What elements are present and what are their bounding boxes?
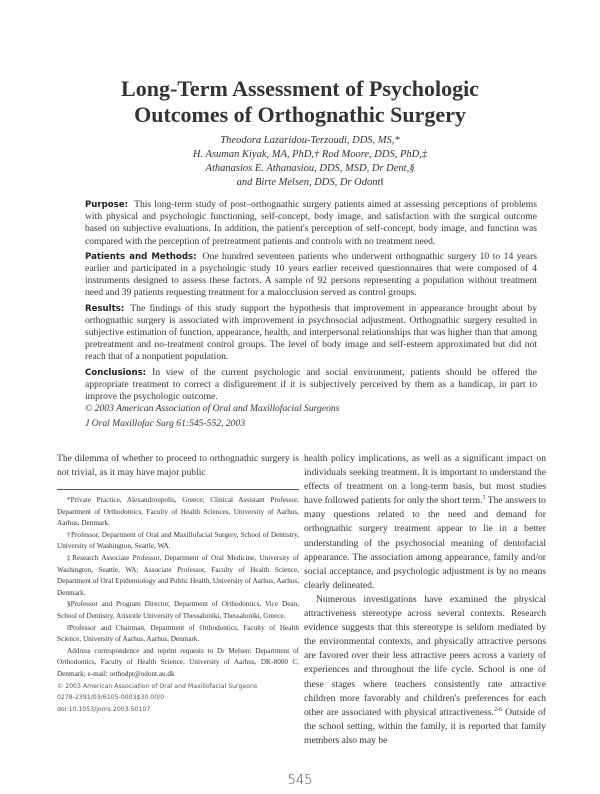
abstract-copyright: © 2003 American Association of Oral and Maxillofacial Surgeons (85, 403, 340, 415)
abstract-conclusions (85, 367, 537, 404)
issn-code: 0278-2391/03/6105-0003$30.00/0 (57, 694, 165, 702)
footnotes (57, 495, 299, 715)
section-text: The findings of this study support the hypothesis that improvement in appearance brought about by orthognathic surgery is associated with improvement in psychosocial adjustment. Orthognathic surgery resulted in subjective estimation of function, appearance, health, and interpersonal relationships that was higher than that among pretreatment and no-treatment control groups. The level of body image and self-esteem approximated but did not reach that of a nonpatient population. (85, 302, 537, 363)
article-title (40, 76, 560, 128)
title-line: Outcomes of Orthognathic Surgery (134, 102, 466, 127)
body-text: health policy implications, as well as a significant impact on individuals seeking treatment. It is important to understand the effects of treatment on a long-term basis, but most studies have followed patients for only the short term. (304, 453, 546, 507)
section-label: Purpose: (85, 200, 129, 210)
section-label: Patients and Methods: (85, 251, 197, 262)
page-number: 545 (287, 773, 313, 788)
section-text: One hundred seventeen patients who underwent orthognathic surgery 10 to 14 years earlier and participated in a psychologic study 10 years earlier received questionnaires that were composed of 4 instruments designed to assess these factors. A sample of 92 persons representing a population without treatment need and 39 patients requesting treatment for a malocclusion served as control groups. (85, 250, 537, 299)
journal-citation: J Oral Maxillofac Surg 61:545-552, 2003 (85, 418, 246, 430)
author-line: Athanasios E. Athanasiou, DDS, MSD, Dr Dent,§ (205, 163, 415, 174)
abstract (85, 199, 537, 434)
body-text: Numerous investigations have examined the physical attractiveness stereotype across several contexts. Research evidence suggests that this stereotype is seldom mediated by the environmental contexts, and physically attractive persons are favored over their less attractive peers across a variety of experiences and throughout the life cycle. School is one of these stages where teachers consistently rate attractive children more favorably and children's preferences for each other are associated with physical attractiveness. (304, 593, 546, 718)
footnote: †Professor, Department of Oral and Maxillofacial Surgery, School of Dentistry, University of Washington, Seattle, WA. (57, 530, 299, 551)
author-line: H. Asuman Kiyak, MA, PhD,† Rod Moore, DDS, PhD,‡ (192, 149, 428, 160)
title-line: Long-Term Assessment of Psychologic (121, 76, 479, 101)
left-column (57, 452, 299, 480)
abstract-methods (85, 251, 537, 300)
abstract-purpose (85, 199, 537, 248)
body-paragraph (304, 452, 546, 593)
footnote: ‖Professor and Chairman, Department of Orthodontics, Faculty of Health Science, University of Aarhus, Aarhus, Denmark. (57, 623, 299, 644)
doi: doi:10.1053/joms.2003.50107 (57, 705, 151, 713)
footer-copyright: © 2003 American Association of Oral and Maxillofacial Surgeons (57, 682, 258, 690)
reference-marker[interactable]: 2-6 (493, 706, 502, 713)
section-text: This long-term study of post–orthognathic surgery patients aimed at assessing perceptions of problems with physical and psychologic functioning, self-concept, body image, and satisfaction with the surgical outcome based on subjective evaluations. In addition, the patient's perception of self-concept, body image, and function was compared with the perception of pretreatment patients and controls with no treatment need. (85, 199, 537, 247)
section-text: In view of the current psychologic and social environment, patients should be offered the appropriate treatment to correct a disfigurement if it is subjectively perceived by them as a handicap, in part to improve the psychologic outcome. (85, 366, 537, 403)
section-label: Results: (85, 303, 125, 314)
author-list (100, 134, 520, 190)
correspondence-note: Address correspondence and reprint requests to Dr Melsen: Department of Orthodontics, Faculty of Health Science, University of Aarhus, DK-8000 C, Denmark; e-mail: orthodpt@odont.au.dk (57, 646, 299, 678)
footnote: ‡Research Associate Professor, Department of Oral Medicine, University of Washington, Seattle, WA; Associate Professor, Faculty of Health Science, Department of Oral Epidemiology and Public Health, University of Aarhus, Aarhus, Denmark. (57, 553, 299, 597)
footnote: *Private Practice, Alexandroupolis, Greece; Clinical Assistant Professor, Department of Orthodontics, Faculty of Health Sciences, University of Aarhus, Aarhus, Denmark. (57, 496, 299, 528)
reference-marker[interactable]: 1 (482, 495, 486, 502)
intro-paragraph: The dilemma of whether to proceed to orthognathic surgery is not trivial, as it may have major public (57, 453, 299, 479)
right-column (304, 452, 546, 748)
section-label: Conclusions: (85, 367, 147, 378)
body-text: Outside of the school setting, within the family, it is reported that family members also may be (304, 706, 546, 746)
body-text: The answers to many questions related to the need and demand for orthognathic surgery treatment appear to lie in a better understanding of the psychosocial meaning of dentofacial appearance. The association among appearance, family and/or social acceptance, and psychologic adjustment is by no means clearly delineated. (304, 495, 546, 591)
author-line: Theodora Lazaridou-Terzoudi, DDS, MS,* (220, 135, 400, 146)
author-line: and Birte Melsen, DDS, Dr Odont‖ (236, 177, 384, 188)
body-paragraph (304, 593, 546, 748)
footnote: §Professor and Program Director, Department of Orthodontics, Vice Dean, School of Dentistry, Aristotle University of Thessaloniki, Thessaloniki, Greece. (57, 600, 299, 620)
footnote-divider (57, 489, 299, 490)
abstract-results (85, 303, 537, 364)
